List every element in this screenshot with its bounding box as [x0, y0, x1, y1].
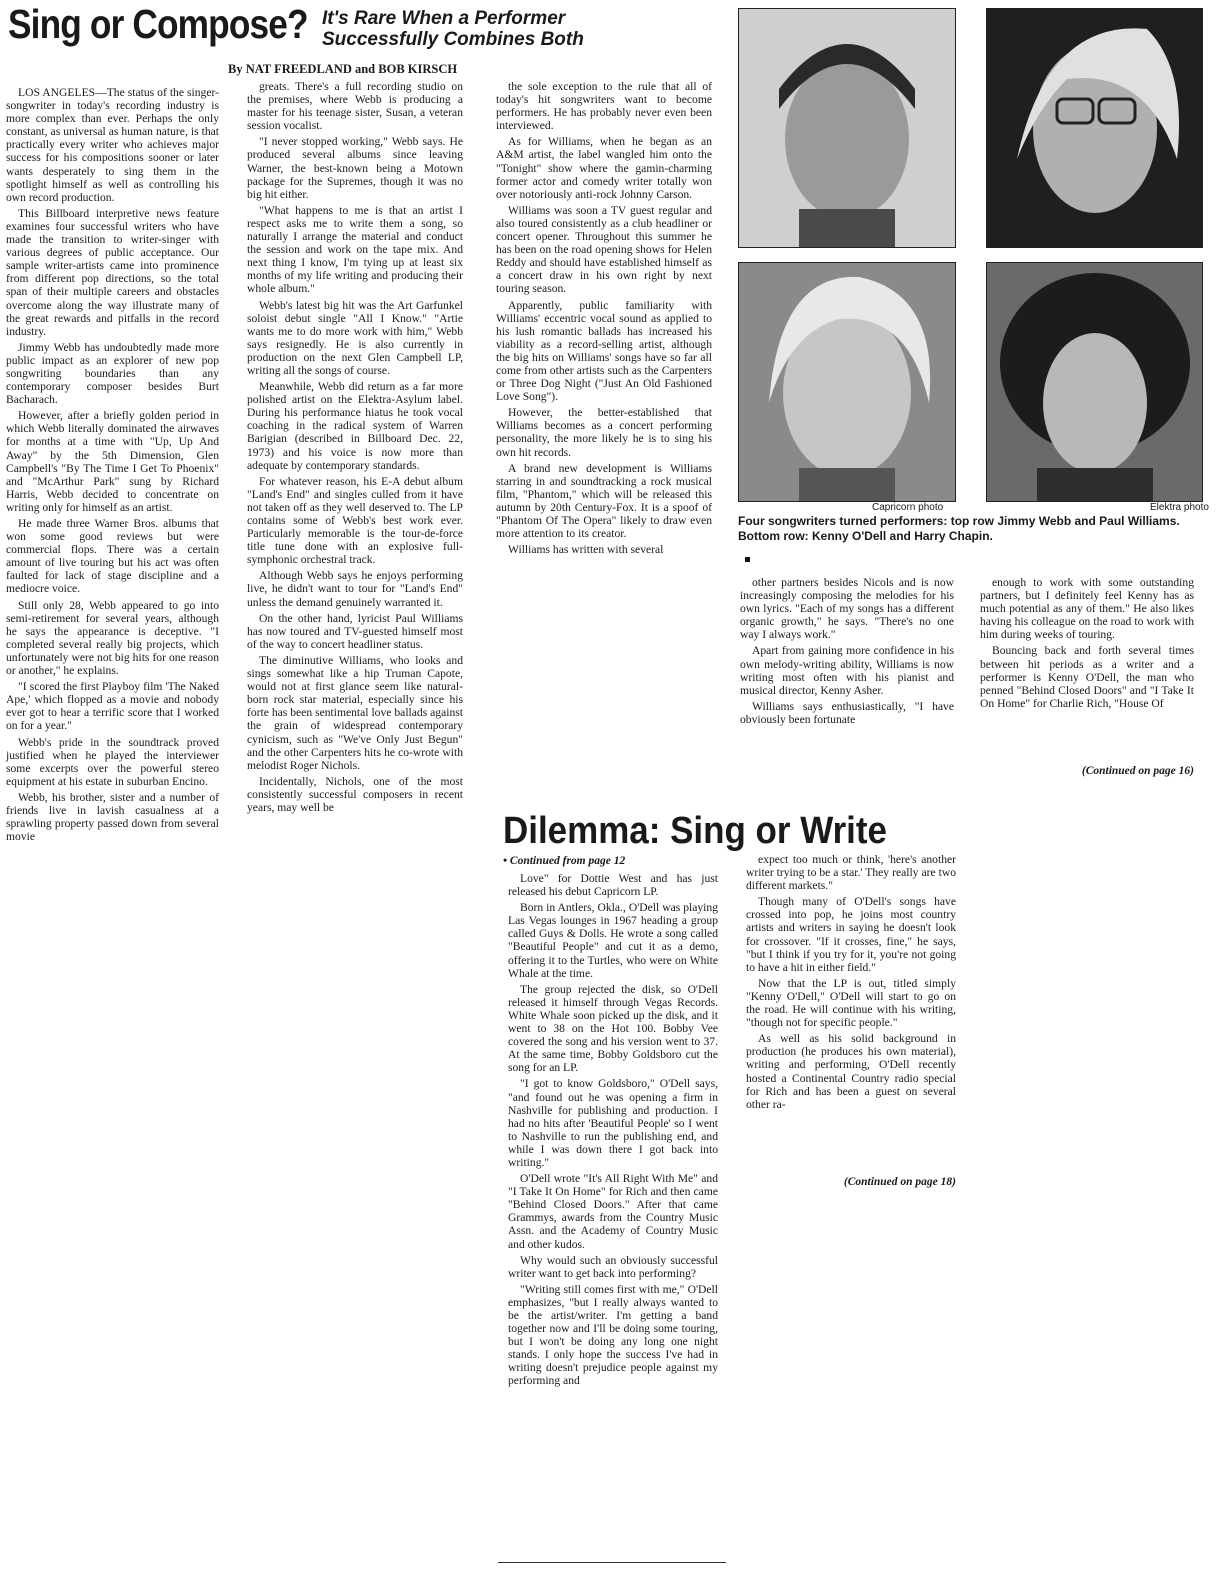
paragraph: Jimmy Webb has undoubtedly made more public impact as an explorer of new pop songwriting boundaries than any contemporary composer besides Burt Bacharach. — [6, 340, 219, 407]
paragraph: A brand new development is Williams starring in and soundtracking a rock musical film, "Phantom," which will be released this autumn by 20th Century-Fox. It is a spoof of "Phantom Of The Opera" likely to draw even more attention to its creator. — [496, 461, 712, 541]
photo-paul-williams — [986, 8, 1203, 248]
deck-line-2: Successfully Combines Both — [322, 29, 584, 50]
paragraph: As well as his solid background in production (he produces his own material), writing and performing, O'Dell recently hosted a Continental Country radio special for Rich and has been a guest on several other ra- — [746, 1032, 956, 1111]
photo-credit-elektra: Elektra photo — [1150, 502, 1209, 513]
sidebar-bottom-rule — [498, 1562, 726, 1563]
paragraph: "Writing still comes first with me," O'Dell emphasizes, "but I really always wanted to be the artist/writer. I'm getting a band together now and I'll be doing some touring, but I won't be doing any long one night stands. I only hope the success I've had in writing doesn't prejudice people against my performing and — [508, 1282, 718, 1388]
paragraph: He made three Warner Bros. albums that won some good reviews but were commercial flops. There was a certain amount of live touring but his act was often faulted for lack of stage discipline and a mediocre voice. — [6, 517, 219, 596]
paragraph: "What happens to me is that an artist I respect asks me to write them a song, so naturally I arrange the material and conduct the session and work on the tape mix. And next thing I know, I'm tying up at least six months of my life writing and producing their whole album." — [247, 203, 463, 296]
paragraph: "I scored the first Playboy film 'The Naked Ape,' which flopped as a movie and nobody ever got to hear a terrific score that I worked on for a year." — [6, 680, 219, 733]
paragraph: Born in Antlers, Okla., O'Dell was playing Las Vegas lounges in 1967 heading a group called Guys & Dolls. He wrote a song called "Beautiful People" and cut it as a demo, offering it to the Turtles, who were on White Whale at the time. — [508, 901, 718, 980]
paragraph: Meanwhile, Webb did return as a far more polished artist on the Elektra-Asylum label. During his performance hiatus he took vocal coaching in the radical system of Warren Barigian (described in Billboard Dec. 22, 1973) and his voice is now more than adequate by contemporary standards. — [247, 380, 463, 472]
paragraph: Bouncing back and forth several times between hit periods as a writer and a performer is Kenny O'Dell, the man who penned "Behind Closed Doors" and "I Take It On Home" for Charlie Rich, "House Of — [980, 644, 1194, 710]
paragraph: Williams was soon a TV guest regular and also toured consistently as a club headliner or concert opener. Throughout this summer he has been on the road opening shows for Helen Reddy and should have established himself as a concert draw in his own right by next touring season. — [496, 203, 712, 296]
article-column-4 — [740, 576, 954, 729]
paragraph: "I never stopped working," Webb says. He produced several albums since leaving Warner, the best-known being a Motown package for the Supremes, though it was no big hit either. — [247, 135, 463, 201]
bullet-icon — [745, 557, 750, 562]
paragraph: Webb's latest big hit was the Art Garfunkel soloist debut single "All I Know." "Artie wants me to do more work with him," Webb says resignedly. He is also currently in production on the next Glen Campbell LP, writing all the songs of course. — [247, 298, 463, 377]
paragraph: However, the better-established that Williams becomes as a concert performing personality, the more likely he is to sing his own hit records. — [496, 406, 712, 459]
headline-main: Sing or Compose? — [8, 1, 308, 47]
sidebar-headline: Dilemma: Sing or Write — [503, 810, 887, 852]
paragraph: Now that the LP is out, titled simply "Kenny O'Dell," O'Dell will start to go on the road. He will continue with his writing, "though not for specific people." — [746, 976, 956, 1030]
paragraph: "I got to know Goldsboro," O'Dell says, "and found out he was opening a firm in Nashville for publishing and production. I had no hits after 'Beautiful People' so I went to Nashville to run the publishing end, and while I was down there I got back into writing." — [508, 1077, 718, 1169]
paragraph: Love" for Dottie West and has just released his debut Capricorn LP. — [508, 872, 718, 899]
photo-kenny-odell — [738, 262, 956, 502]
paragraph: Webb, his brother, sister and a number of friends live in lavish casualness at a sprawling property passed down from several movie — [6, 790, 219, 844]
photo-caption: Four songwriters turned performers: top row Jimmy Webb and Paul Williams. Bottom row: Kenny O'Dell and Harry Chapin. — [738, 514, 1180, 543]
paragraph: For whatever reason, his E-A debut album "Land's End" and singles culled from it have not taken off as they well deserved to. The LP contains some of Webb's best work ever. Particularly memorable is the tour-de-force title tune done with an explosive full-symphonic orchestral track. — [247, 474, 463, 567]
article-column-2 — [247, 80, 463, 817]
photo-jimmy-webb — [738, 8, 956, 248]
paragraph: Though many of O'Dell's songs have crossed into pop, he joins most country artists and writers in saying he doesn't look for crossover. "If it crosses, fine," he says, "but I think if you try for it, you're not going to have a hit in either field." — [746, 895, 956, 974]
paragraph: Webb's pride in the soundtrack proved justified when he played the interviewer some excerpts over the powerful stereo equipment at his estate in suburban Encino. — [6, 735, 219, 788]
paragraph: Although Webb says he enjoys performing live, he didn't want to tour for "Land's End" unless the demand genuinely warranted it. — [247, 569, 463, 609]
continued-from-page-12: • Continued from page 12 — [503, 855, 626, 867]
paragraph: As for Williams, when he began as an A&M artist, the label wangled him onto the "Tonight" show where the gamin-charming former actor and comedy writer totally won over notoriously anti-rock Johnny Carson. — [496, 135, 712, 201]
paragraph: O'Dell wrote "It's All Right With Me" and "I Take It On Home" for Rich and then came "Behind Closed Doors." After that came Grammys, awards from the Country Music Assn. and the Academy of Country Music and other kudos. — [508, 1172, 718, 1251]
deck-line-1: It's Rare When a Performer — [322, 8, 566, 29]
photo-harry-chapin — [986, 262, 1203, 502]
paragraph: the sole exception to the rule that all of today's hit songwriters want to become performers. He has probably never even been interviewed. — [496, 80, 712, 133]
article-column-3 — [496, 80, 712, 559]
continued-on-page-16: (Continued on page 16) — [1081, 765, 1194, 777]
paragraph: Williams says enthusiastically, "I have obviously been fortunate — [740, 699, 954, 726]
byline: By NAT FREEDLAND and BOB KIRSCH — [228, 62, 458, 76]
paragraph: greats. There's a full recording studio on the premises, where Webb is producing a master for his teenage sister, Susan, a veteran session vocalist. — [247, 80, 463, 133]
article-column-5 — [980, 576, 1194, 713]
sidebar-column-b — [746, 853, 956, 1114]
continued-on-page-18: (Continued on page 18) — [843, 1176, 956, 1188]
paragraph: LOS ANGELES—The status of the singer-songwriter in today's recording industry is more complex than ever. Perhaps the only constant, as universal as human nature, is that practically every writer who achieves major success for his compositions sooner or later wants desperately to sing them in the spotlight himself as well as controlling his own record production. — [6, 86, 219, 204]
paragraph: Still only 28, Webb appeared to go into semi-retirement for several years, although he says the appearance is deceptive. "I completed several really big projects, which unfortunately were not big hits for one reason or another," he explains. — [6, 598, 219, 678]
paragraph: enough to work with some outstanding partners, but I definitely feel Kenny has as much potential as any of them." He also likes having his colleague on the road to work with him during weeks of touring. — [980, 576, 1194, 642]
photo-credit-capricorn: Capricorn photo — [872, 502, 944, 513]
paragraph: Apart from gaining more confidence in his own melody-writing ability, Williams is now writing most often with his pianist and musical director, Kenny Asher. — [740, 644, 954, 697]
paragraph: Williams has written with several — [508, 543, 664, 557]
paragraph: This Billboard interpretive news feature examines four successful writers who have made the transition to writer-singer with various degrees of public acceptance. Our sample writer-artists came into prominence from different pop directions, so the total span of their multiple careers and obstacles overcome along the way illustrate many of the great rewards and pitfalls in the record industry. — [6, 206, 219, 338]
paragraph: expect too much or think, 'here's another writer trying to be a star.' They really are two different markets." — [746, 853, 956, 893]
paragraph: Apparently, public familiarity with Williams' eccentric vocal sound as applied to his lush romantic ballads has increased his viability as a record-selling artist, although the big hits on Williams' songs have so far all come from other artists such as the Carpenters or Three Dog Night ("Just An Old Fashioned Love Song"). — [496, 298, 712, 404]
headline-deck — [322, 8, 652, 50]
article-column-1 — [6, 86, 219, 846]
paragraph: other partners besides Nicols and is now increasingly composing the melodies for his own lyrics. "Each of my songs has a different organic growth," he says. "There's no one way I always work." — [740, 576, 954, 642]
sidebar-column-a — [508, 872, 718, 1391]
paragraph: Why would such an obviously successful writer want to get back into performing? — [508, 1253, 718, 1280]
paragraph: On the other hand, lyricist Paul Williams has now toured and TV-guested himself most of the way to concert headliner status. — [247, 611, 463, 651]
paragraph: The group rejected the disk, so O'Dell released it himself through Vegas Records. White Whale soon picked up the disk, and it went to 38 on the Hot 100. Bobby Vee covered the song and his version went to 37. At the same time, Bobby Goldsboro cut the song for an LP. — [508, 982, 718, 1075]
paragraph: The diminutive Williams, who looks and sings somewhat like a hip Truman Capote, would not at first glance seem like natural-born rock star material, especially since his forte has been sentimental love ballads against the grain of widespread contemporary cynicism, such as "We've Only Just Begun" and the other Carpenters hits he co-wrote with melodist Roger Nichols. — [247, 653, 463, 772]
paragraph: Incidentally, Nichols, one of the most consistently successful composers in recent years, may well be — [247, 774, 463, 814]
paragraph: However, after a briefly golden period in which Webb literally dominated the airwaves for months at a time with "Up, Up And Away" by the 5th Dimension, Glen Campbell's "By The Time I Get To Phoenix" and "McArthur Park" sung by Richard Harris, Webb decided to concentrate on writing only for himself as an artist. — [6, 409, 219, 514]
